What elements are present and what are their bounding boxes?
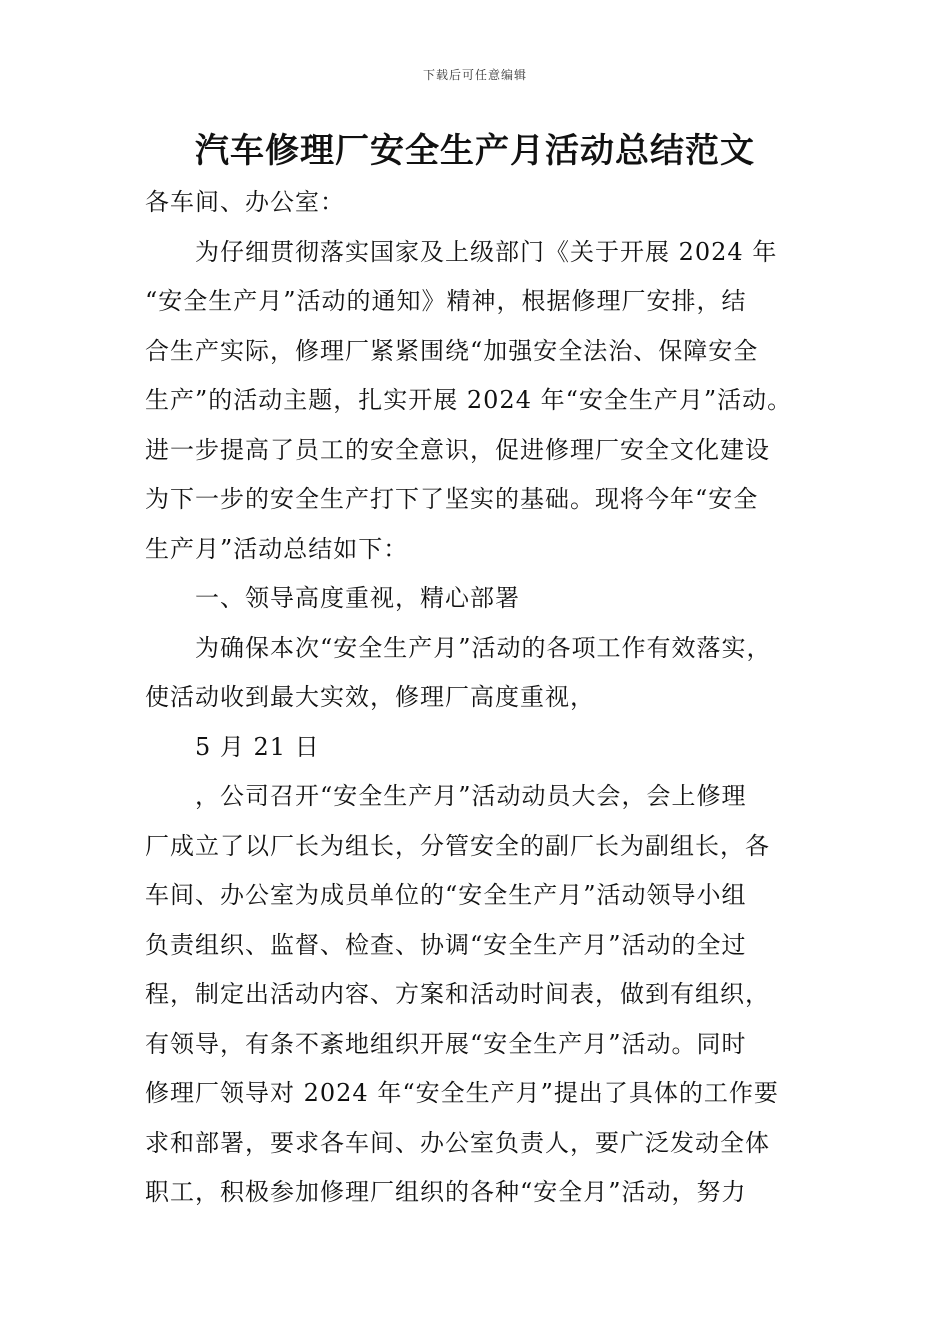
body-line: 合生产实际，修理厂紧紧围绕“加强安全法治、保障安全 [145, 336, 759, 365]
body-line: 为仔细贯彻落实国家及上级部门《关于开展 2024 年 [195, 237, 778, 266]
document-title: 汽车修理厂安全生产月活动总结范文 [195, 131, 755, 171]
body-line: 一、领导高度重视，精心部署 [195, 584, 520, 612]
body-line: 求和部署，要求各车间、办公室负责人，要广泛发动全体 [145, 1128, 770, 1157]
body-line: 负责组织、监督、检查、协调“安全生产月”活动的全过 [145, 930, 747, 959]
body-line: ，公司召开“安全生产月”活动动员大会，会上修理 [195, 782, 747, 810]
body-line: 5 月 21 日 [195, 732, 320, 761]
body-line: 职工，积极参加修理厂组织的各种“安全月”活动，努力 [145, 1178, 747, 1206]
body-line: 为确保本次“安全生产月”活动的各项工作有效落实， [195, 633, 772, 662]
body-line: 生产月”活动总结如下： [145, 534, 409, 563]
body-line: 有领导，有条不紊地组织开展“安全生产月”活动。同时 [145, 1029, 747, 1058]
body-line: 车间、办公室为成员单位的“安全生产月”活动领导小组 [145, 881, 747, 909]
body-line: 厂成立了以厂长为组长，分管安全的副厂长为副组长，各 [145, 831, 770, 860]
body-line: 生产”的活动主题，扎实开展 2024 年“安全生产月”活动。 [145, 386, 793, 414]
body-line: 为下一步的安全生产打下了坚实的基础。现将今年“安全 [145, 485, 759, 513]
body-line: 修理厂领导对 2024 年“安全生产月”提出了具体的工作要 [145, 1079, 779, 1107]
body-line: 使活动收到最大实效，修理厂高度重视， [145, 683, 595, 711]
body-line: “安全生产月”活动的通知》精神，根据修理厂安排，结 [145, 287, 747, 315]
header-note: 下载后可任意编辑 [422, 68, 527, 82]
body-line: 程，制定出活动内容、方案和活动时间表，做到有组织， [145, 980, 770, 1008]
body-line: 各车间、办公室： [145, 188, 345, 216]
document-body [145, 178, 813, 1218]
body-line: 进一步提高了员工的安全意识，促进修理厂安全文化建设 [145, 435, 770, 464]
